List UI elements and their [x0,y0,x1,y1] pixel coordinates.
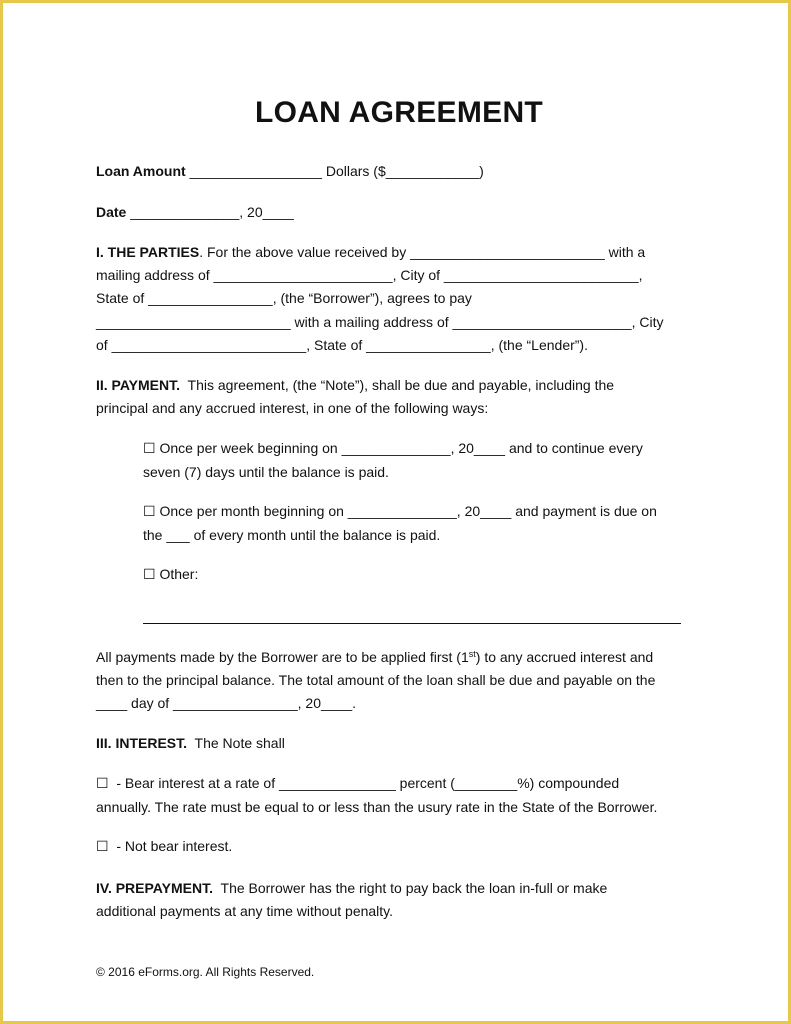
copyright-footer: © 2016 eForms.org. All Rights Reserved. [96,965,315,979]
monthly-text-2: the ___ of every month until the balance is paid. [143,527,441,543]
payment-para-line-1 [96,648,653,666]
other-label: Other: [155,566,199,582]
payment-option-monthly [143,502,657,521]
payment-para-text-1a: All payments made by the Borrower are to be applied first (1 [96,649,469,665]
loan-amount-label: Loan Amount [96,163,186,179]
interest-option-bear [96,774,619,793]
interest-heading: III. INTEREST. [96,735,188,751]
loan-amount-blank: _________________ Dollars ($____________) [185,163,484,179]
payment-line-2: principal and any accrued interest, in one of the following ways: [96,400,489,416]
superscript-st: st [468,649,476,659]
interest-option-none [96,837,232,856]
no-interest-text: - Not bear interest. [108,838,233,854]
prepayment-heading: IV. PREPAYMENT. [96,880,213,896]
parties-line-1 [96,243,645,261]
parties-line-3: State of ________________, (the “Borrower”), agrees to pay [96,290,472,306]
no-interest-checkbox[interactable]: ☐ [96,839,109,855]
parties-line-2: mailing address of _______________________, City of _________________________, [96,267,643,283]
date-line [96,203,294,221]
prepayment-line-2: additional payments at any time without penalty. [96,903,394,919]
date-blank: ______________, 20____ [126,204,294,220]
payment-heading: II. PAYMENT. [96,377,181,393]
payment-para-line-2: then to the principal balance. The total amount of the loan shall be due and payable on the [96,672,656,688]
payment-option-weekly [143,439,643,458]
bear-interest-text-1: - Bear interest at a rate of _______________ percent (________%) compounded [108,775,620,791]
payment-para-text-1b: ) to any accrued interest and [475,649,654,665]
prepayment-text-1: The Borrower has the right to pay back the loan in-full or make [212,880,608,896]
loan-amount-line [96,162,484,180]
monthly-text-1: Once per month beginning on ______________, 20____ and payment is due on [155,503,657,519]
payment-text-1: This agreement, (the “Note”), shall be due and payable, including the [180,377,615,393]
payment-option-other [143,565,198,584]
weekly-text-1: Once per week beginning on ______________, 20____ and to continue every [155,440,643,456]
other-blank-line[interactable] [143,623,681,624]
parties-text-1: . For the above value received by _________________________ with a [199,244,646,260]
interest-line-1 [96,734,285,752]
prepayment-line-1 [96,879,607,897]
weekly-text-2: seven (7) days until the balance is paid. [143,464,389,480]
bear-interest-checkbox[interactable]: ☐ [96,776,109,792]
parties-line-4: _________________________ with a mailing address of _______________________, City [96,314,664,330]
monthly-checkbox[interactable]: ☐ [143,504,156,520]
payment-line-1 [96,376,614,394]
parties-line-5: of _________________________, State of ________________, (the “Lender”). [96,337,588,353]
other-checkbox[interactable]: ☐ [143,567,156,583]
interest-text-1: The Note shall [187,735,285,751]
parties-heading: I. THE PARTIES [96,244,200,260]
weekly-checkbox[interactable]: ☐ [143,441,156,457]
date-label: Date [96,204,127,220]
bear-interest-text-2: annually. The rate must be equal to or less than the usury rate in the State of the Borrower. [96,799,658,815]
document-title: LOAN AGREEMENT [254,96,544,129]
payment-para-line-3: ____ day of ________________, 20____. [96,695,357,711]
